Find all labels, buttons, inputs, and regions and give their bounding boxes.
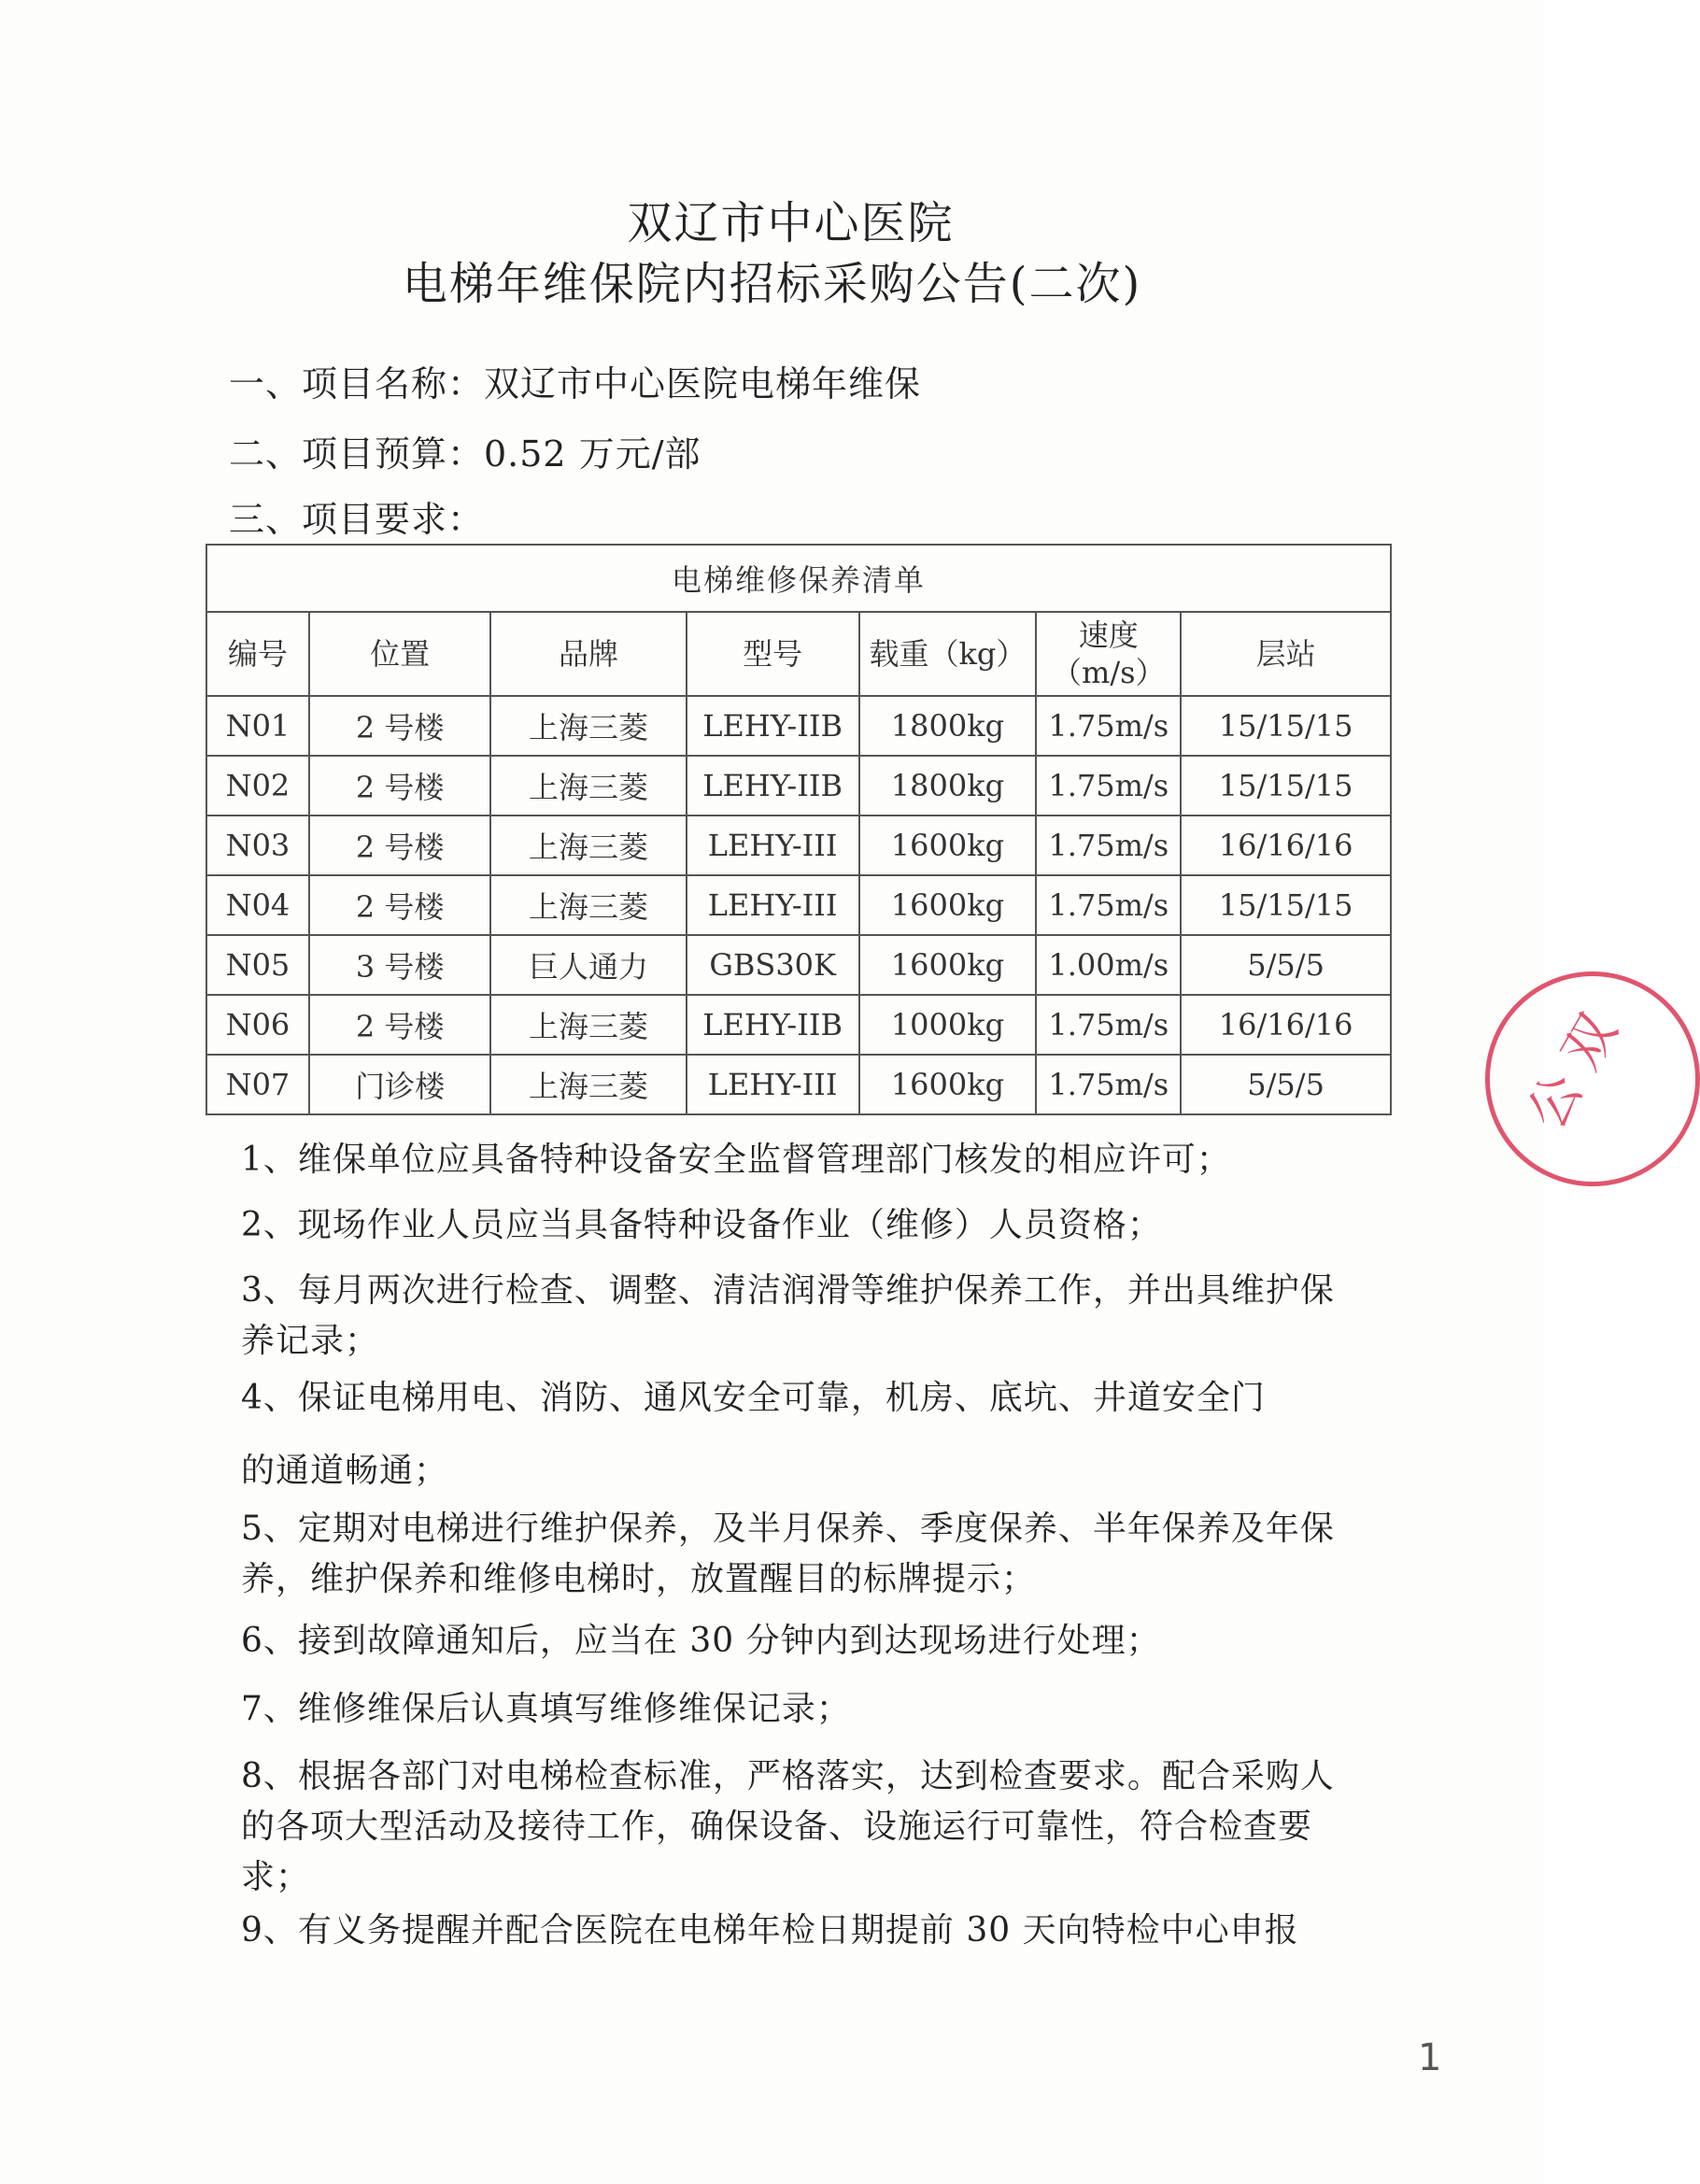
header-speed-line2: （m/s） bbox=[1051, 655, 1166, 690]
table-row bbox=[206, 875, 1391, 935]
table-row bbox=[206, 935, 1391, 995]
cell-no: N03 bbox=[206, 815, 309, 875]
cell-speed: 1.75m/s bbox=[1036, 995, 1181, 1055]
cell-brand: 上海三菱 bbox=[490, 995, 686, 1055]
requirement-5: 5、定期对电梯进行维护保养，及半月保养、季度保养、半年保养及年保养，维护保养和维修电梯时，放置醒目的标牌提示； bbox=[241, 1510, 1335, 1598]
cell-location: 2 号楼 bbox=[309, 696, 490, 756]
cell-no: N06 bbox=[206, 995, 309, 1055]
cell-floors: 16/16/16 bbox=[1181, 815, 1391, 875]
requirement-1: 1、维保单位应具备特种设备安全监督管理部门核发的相应许可； bbox=[241, 1141, 1231, 1179]
cell-model: LEHY-IIB bbox=[687, 756, 859, 815]
cell-speed: 1.75m/s bbox=[1036, 875, 1181, 935]
cell-floors: 16/16/16 bbox=[1181, 995, 1391, 1055]
table-row bbox=[206, 696, 1391, 756]
table-caption: 电梯维修保养清单 bbox=[206, 545, 1391, 612]
header-brand: 品牌 bbox=[490, 612, 686, 696]
red-seal-stamp bbox=[1485, 971, 1700, 1186]
cell-speed: 1.00m/s bbox=[1036, 935, 1181, 995]
cell-floors: 5/5/5 bbox=[1181, 935, 1391, 995]
seal-glyphs: 公 双 bbox=[1516, 1003, 1630, 1140]
table-row bbox=[206, 995, 1391, 1055]
header-speed bbox=[1036, 612, 1181, 696]
cell-model: LEHY-III bbox=[687, 815, 859, 875]
cell-brand: 上海三菱 bbox=[490, 756, 686, 815]
requirement-9: 9、有义务提醒并配合医院在电梯年检日期提前 30 天向特检中心申报 bbox=[241, 1911, 1299, 1950]
cell-no: N01 bbox=[206, 696, 309, 756]
cell-model: LEHY-IIB bbox=[687, 696, 859, 756]
cell-model: LEHY-III bbox=[687, 875, 859, 935]
cell-brand: 上海三菱 bbox=[490, 1055, 686, 1114]
cell-load: 1600kg bbox=[859, 815, 1037, 875]
table-row bbox=[206, 1055, 1391, 1114]
header-location: 位置 bbox=[309, 612, 490, 696]
cell-floors: 5/5/5 bbox=[1181, 1055, 1391, 1114]
requirement-8: 8、根据各部门对电梯检查标准，严格落实，达到检查要求。配合采购人的各项大型活动及接待工作，确保设备、设施运行可靠性，符合检查要求； bbox=[241, 1757, 1335, 1896]
cell-model: LEHY-III bbox=[687, 1055, 859, 1114]
cell-load: 1000kg bbox=[859, 995, 1037, 1055]
cell-no: N02 bbox=[206, 756, 309, 815]
announcement-title: 电梯年维保院内招标采购公告(二次) bbox=[402, 258, 1142, 310]
cell-location: 2 号楼 bbox=[309, 995, 490, 1055]
project-requirements-heading: 三、项目要求： bbox=[229, 499, 485, 540]
cell-floors: 15/15/15 bbox=[1181, 756, 1391, 815]
elevator-maintenance-table bbox=[205, 544, 1392, 1115]
project-name: 一、项目名称：双辽市中心医院电梯年维保 bbox=[229, 363, 922, 404]
cell-load: 1600kg bbox=[859, 935, 1037, 995]
cell-model: GBS30K bbox=[687, 935, 859, 995]
cell-speed: 1.75m/s bbox=[1036, 696, 1181, 756]
cell-speed: 1.75m/s bbox=[1036, 1055, 1181, 1114]
cell-brand: 上海三菱 bbox=[490, 815, 686, 875]
cell-brand: 巨人通力 bbox=[490, 935, 686, 995]
header-floors: 层站 bbox=[1181, 612, 1391, 696]
table-row bbox=[206, 815, 1391, 875]
hospital-title: 双辽市中心医院 bbox=[627, 197, 955, 249]
cell-brand: 上海三菱 bbox=[490, 696, 686, 756]
table-row bbox=[206, 756, 1391, 815]
cell-floors: 15/15/15 bbox=[1181, 696, 1391, 756]
cell-location: 门诊楼 bbox=[309, 1055, 490, 1114]
cell-brand: 上海三菱 bbox=[490, 875, 686, 935]
cell-load: 1600kg bbox=[859, 875, 1037, 935]
project-budget: 二、项目预算：0.52 万元/部 bbox=[229, 433, 701, 475]
header-speed-line1: 速度 bbox=[1078, 617, 1139, 653]
cell-load: 1800kg bbox=[859, 696, 1037, 756]
cell-speed: 1.75m/s bbox=[1036, 756, 1181, 815]
cell-speed: 1.75m/s bbox=[1036, 815, 1181, 875]
requirement-6: 6、接到故障通知后，应当在 30 分钟内到达现场进行处理； bbox=[241, 1622, 1161, 1660]
requirement-2: 2、现场作业人员应当具备特种设备作业（维修）人员资格； bbox=[241, 1206, 1162, 1244]
requirement-4-line2: 的通道畅通； bbox=[241, 1452, 449, 1490]
table-header-row bbox=[206, 612, 1391, 696]
page-number: 1 bbox=[1418, 2036, 1442, 2079]
table-body bbox=[206, 696, 1391, 1114]
cell-model: LEHY-IIB bbox=[687, 995, 859, 1055]
requirement-7: 7、维修维保后认真填写维修维保记录； bbox=[241, 1690, 851, 1728]
cell-load: 1600kg bbox=[859, 1055, 1037, 1114]
requirement-3: 3、每月两次进行检查、调整、清洁润滑等维护保养工作，并出具维护保养记录； bbox=[241, 1271, 1335, 1360]
header-load: 载重（kg） bbox=[859, 612, 1037, 696]
requirement-4-line1: 4、保证电梯用电、消防、通风安全可靠，机房、底坑、井道安全门 bbox=[241, 1379, 1266, 1417]
cell-floors: 15/15/15 bbox=[1181, 875, 1391, 935]
cell-location: 2 号楼 bbox=[309, 875, 490, 935]
cell-no: N07 bbox=[206, 1055, 309, 1114]
cell-location: 2 号楼 bbox=[309, 815, 490, 875]
cell-load: 1800kg bbox=[859, 756, 1037, 815]
cell-no: N05 bbox=[206, 935, 309, 995]
cell-no: N04 bbox=[206, 875, 309, 935]
cell-location: 3 号楼 bbox=[309, 935, 490, 995]
header-no: 编号 bbox=[206, 612, 309, 696]
cell-location: 2 号楼 bbox=[309, 756, 490, 815]
header-model: 型号 bbox=[687, 612, 859, 696]
